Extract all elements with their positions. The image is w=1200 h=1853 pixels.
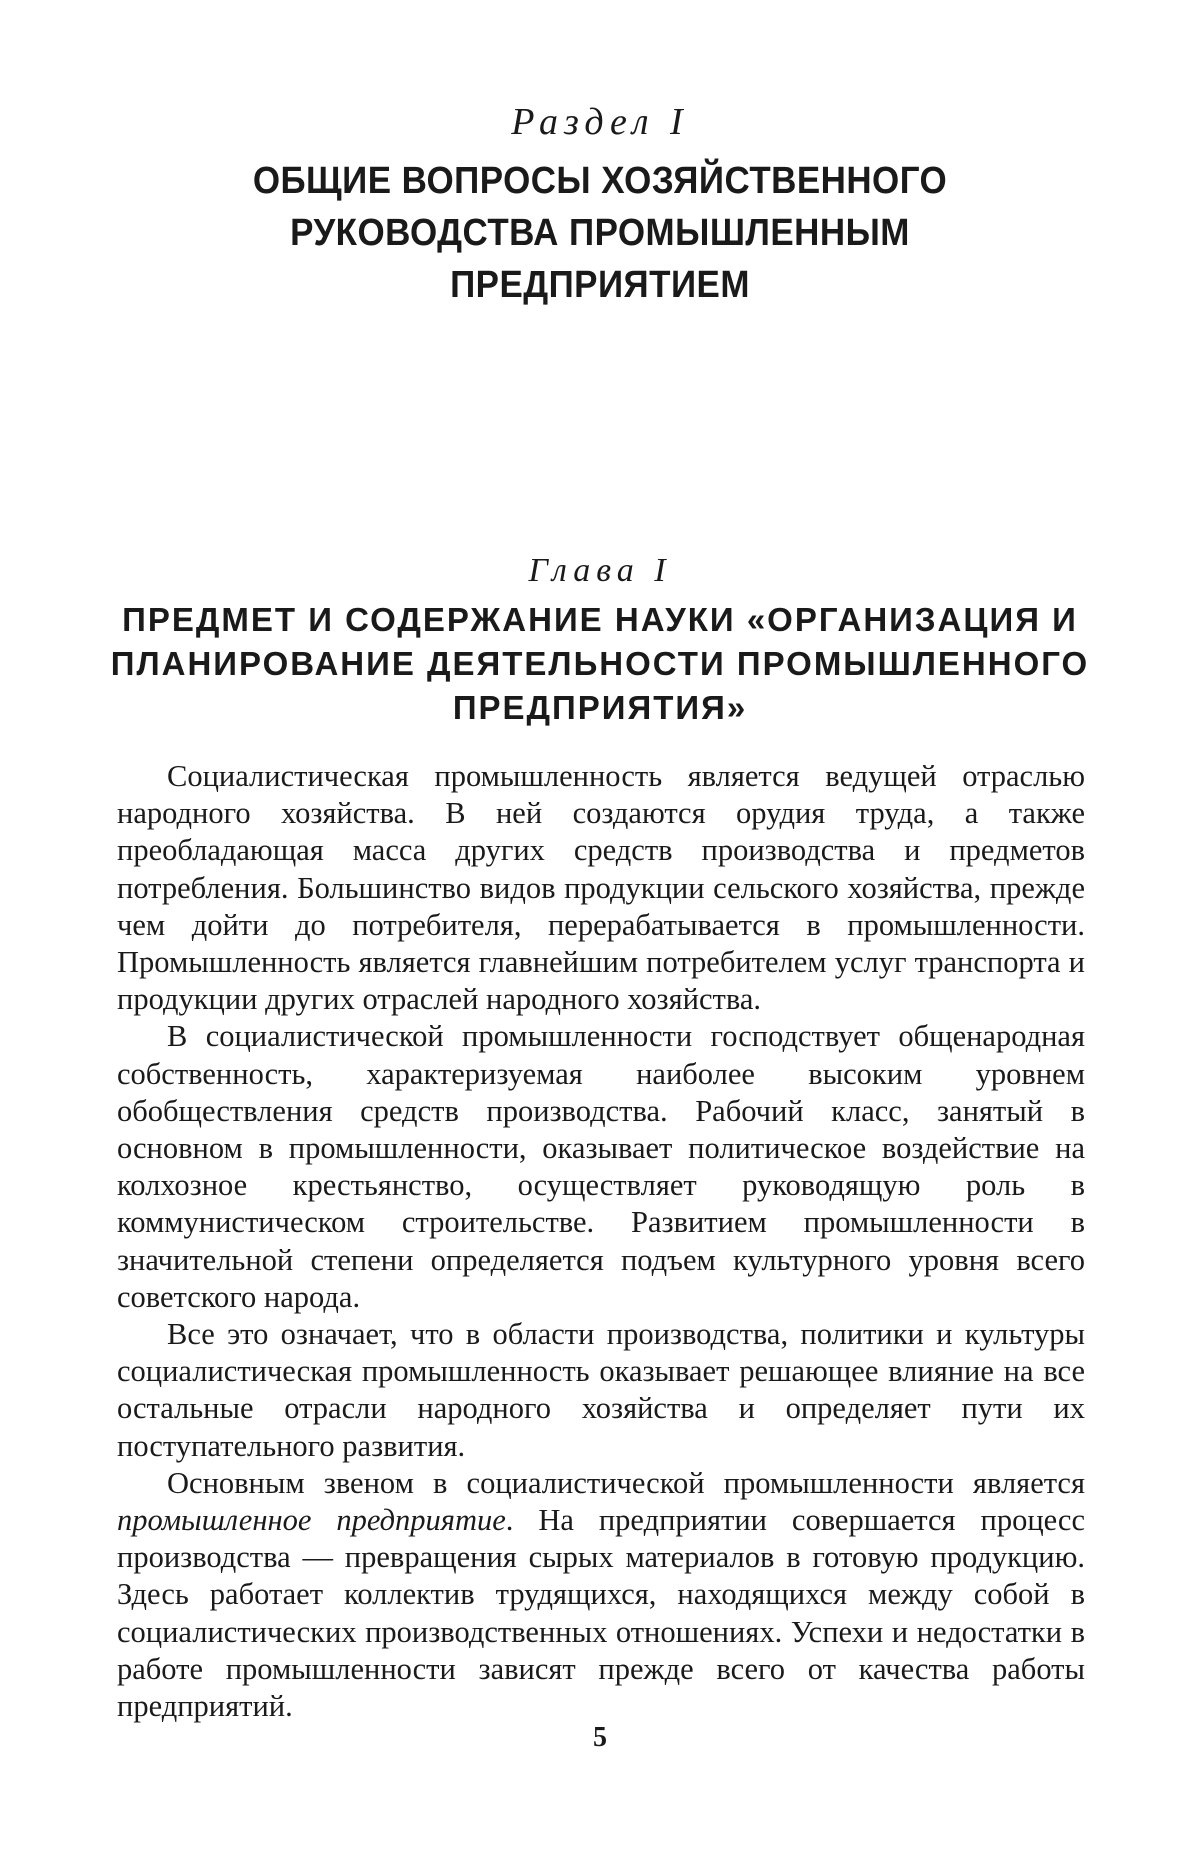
paragraph-3: Все это означает, что в области производства, политики и культуры социалистическая промышленность оказывает решающее влияние на все остальные отрасли народного хозяйства и определяет пути их поступательного развития. bbox=[117, 1317, 1085, 1463]
paragraph-4-end: . На предприятии совершается процесс производства — превращения сырых материалов в готовую продукцию. Здесь работает коллектив трудящихся, находящихся между собой в социалистических производственных отношениях. Успехи и недостатки в работе промышленности зависят прежде всего от качества работы предприятий. bbox=[117, 1503, 1086, 1724]
chapter-label: Глава I bbox=[528, 552, 672, 589]
paragraph-2: В социалистической промышленности господствует общенародная собственность, характеризуемая наиболее высоким уровнем обобществления средств производства. Рабочий класс, занятый в основном в промышленности, оказывает политическое воздействие на колхозное крестьянство, осуществляет руководящую роль в коммунистическом строительстве. Развитием промышленности в значительной степени определяется подъем культурного уровня всего советского народа. bbox=[117, 1019, 1085, 1314]
chapter-title: ПРЕДМЕТ И СОДЕРЖАНИЕ НАУКИ «ОРГАНИЗАЦИЯ И ПЛАНИРОВАНИЕ ДЕЯТЕЛЬНОСТИ ПРОМЫШЛЕННОГО ПРЕДПРИЯТИЯ» bbox=[110, 601, 1090, 726]
body-text bbox=[117, 758, 1085, 1725]
paragraph-4-start: Основным звеном в социалистической промышленности является bbox=[167, 1465, 1085, 1500]
paragraph-4 bbox=[117, 1465, 1085, 1725]
page-number: 5 bbox=[593, 1722, 607, 1753]
section-title: ОБЩИЕ ВОПРОСЫ ХОЗЯЙСТВЕННОГО РУКОВОДСТВА ПРОМЫШЛЕННЫМ ПРЕДПРИЯТИЕМ bbox=[252, 160, 948, 306]
paragraph-1: Социалистическая промышленность является ведущей отраслью народного хозяйства. В ней создаются орудия труда, а также преобладающая масса других средств производства и предметов потребления. Большинство видов продукции сельского хозяйства, прежде чем дойти до потребителя, перерабатывается в промышленности. Промышленность является главнейшим потребителем услуг транспорта и продукции других отраслей народного хозяйства. bbox=[117, 759, 1085, 1017]
section-label: Раздел I bbox=[511, 101, 689, 143]
emphasized-term: промышленное предприятие bbox=[117, 1503, 506, 1538]
